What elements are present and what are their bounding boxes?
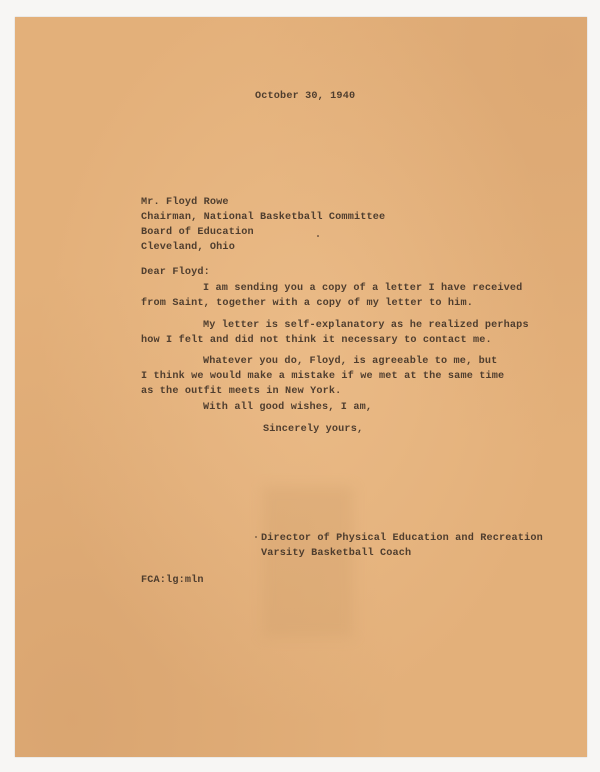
ink-mark <box>255 536 257 538</box>
signature-title-2: Varsity Basketball Coach <box>261 548 412 559</box>
recipient-name: Mr. Floyd Rowe <box>141 197 229 208</box>
paragraph-1-line-1: I am sending you a copy of a letter I have received <box>203 283 523 294</box>
recipient-title: Chairman, National Basketball Committee <box>141 212 386 223</box>
paragraph-3-line-2: I think we would make a mistake if we met at the same time <box>141 371 505 382</box>
show-through-mark <box>263 487 353 637</box>
recipient-organization: Board of Education <box>141 227 254 238</box>
letter-date: October 30, 1940 <box>255 91 356 102</box>
signature-title-1: Director of Physical Education and Recreation <box>261 533 543 544</box>
letter-page <box>15 17 587 757</box>
paragraph-2-line-1: My letter is self-explanatory as he realized perhaps <box>203 320 529 331</box>
paragraph-3-line-3: as the outfit meets in New York. <box>141 386 342 397</box>
paragraph-2-line-2: how I felt and did not think it necessary to contact me. <box>141 335 492 346</box>
typist-initials: FCA:lg:mln <box>141 575 204 586</box>
paragraph-1-line-2: from Saint, together with a copy of my letter to him. <box>141 298 473 309</box>
paper-speck <box>317 235 319 237</box>
salutation: Dear Floyd: <box>141 267 210 278</box>
closing: Sincerely yours, <box>263 424 364 435</box>
paragraph-3-line-1: Whatever you do, Floyd, is agreeable to me, but <box>203 356 498 367</box>
paragraph-4-line-1: With all good wishes, I am, <box>203 402 373 413</box>
recipient-city: Cleveland, Ohio <box>141 242 235 253</box>
